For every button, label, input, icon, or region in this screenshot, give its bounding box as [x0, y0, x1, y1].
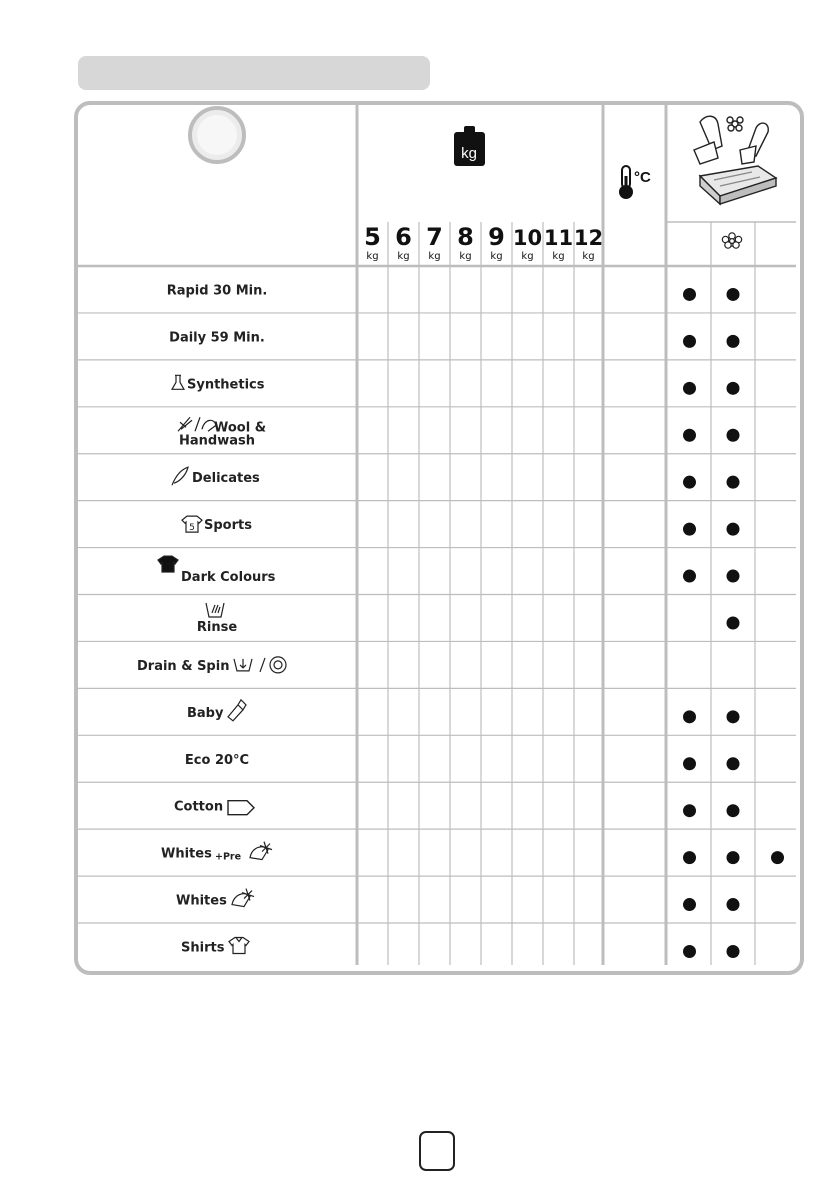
- program-name: Whites: [176, 893, 227, 909]
- feather-icon: [172, 467, 188, 485]
- main-wash-dot: [683, 710, 696, 723]
- main-wash-dot: [683, 335, 696, 348]
- svg-text:5: 5: [189, 523, 195, 534]
- shirt-icon: [229, 937, 249, 953]
- program-row: [172, 467, 260, 486]
- capacity-unit: kg: [521, 251, 534, 262]
- main-wash-dot: [683, 898, 696, 911]
- main-wash-dot: [683, 804, 696, 817]
- synthetics-flask-icon: [172, 375, 184, 389]
- program-name: Delicates: [192, 471, 260, 487]
- softener-dot: [727, 945, 740, 958]
- program-suffix: +Pre: [215, 851, 242, 863]
- sports-shirt-icon: [182, 516, 202, 533]
- main-wash-dot: [683, 476, 696, 489]
- program-row: [158, 556, 276, 585]
- program-row: [182, 516, 252, 533]
- wool-handwash-icon: [178, 417, 216, 431]
- program-row: [176, 889, 254, 909]
- softener-dot: [727, 382, 740, 395]
- program-name: Whites: [161, 846, 212, 862]
- program-row: [197, 603, 237, 635]
- weight-icon-label: kg: [461, 145, 477, 162]
- program-name: Sports: [204, 518, 252, 534]
- flower-icon: [722, 233, 741, 248]
- program-name: Cotton: [174, 799, 224, 815]
- capacity-value: 8: [457, 223, 474, 251]
- capacity-value: 5: [364, 223, 381, 251]
- capacity-value: 9: [488, 223, 505, 251]
- page-number-box: [419, 1131, 455, 1171]
- capacity-unit: kg: [428, 251, 441, 262]
- softener-dot: [727, 288, 740, 301]
- capacity-unit: kg: [552, 251, 565, 262]
- program-row: [187, 700, 246, 721]
- softener-dot: [727, 851, 740, 864]
- cotton-tag-icon: [228, 801, 254, 815]
- program-name: Synthetics: [187, 377, 265, 393]
- program-name: Wool &: [214, 420, 267, 436]
- softener-dot: [727, 804, 740, 817]
- softener-dot: [727, 476, 740, 489]
- main-wash-dot: [683, 523, 696, 536]
- main-wash-dot: [683, 945, 696, 958]
- capacity-value: 6: [395, 223, 412, 251]
- weight-kg-icon: [454, 126, 485, 166]
- softener-dot: [727, 710, 740, 723]
- whites-sparkle-icon: [232, 889, 254, 907]
- capacity-unit: kg: [582, 251, 595, 262]
- program-name: Rapid 30 Min.: [166, 283, 268, 299]
- softener-dot: [727, 616, 740, 629]
- whites-sparkle-icon: [250, 842, 272, 860]
- softener-dot: [727, 898, 740, 911]
- detergent-drawer-icon: [694, 116, 776, 204]
- dark-shirt-icon: [158, 556, 178, 572]
- capacity-value: 11: [543, 226, 574, 250]
- program-name: Rinse: [196, 619, 238, 635]
- capacity-unit: kg: [490, 251, 503, 262]
- program-row: [137, 657, 286, 674]
- softener-dot: [727, 570, 740, 583]
- capacity-value: 12: [573, 226, 604, 250]
- capacity-unit: kg: [366, 251, 379, 262]
- softener-dot: [727, 429, 740, 442]
- prewash-dot: [771, 851, 784, 864]
- baby-bottle-icon: [228, 700, 246, 721]
- program-knob-icon: [190, 108, 244, 162]
- program-name: Daily 59 Min.: [169, 330, 265, 346]
- capacity-value: 7: [426, 223, 443, 251]
- thermometer-icon: [619, 166, 651, 199]
- main-wash-dot: [683, 288, 696, 301]
- program-row: [161, 842, 272, 863]
- program-row: [185, 753, 249, 768]
- capacity-value: 10: [512, 226, 543, 250]
- rinse-tub-icon: [206, 603, 224, 617]
- program-name: Dark Colours: [181, 570, 276, 586]
- capacity-unit: kg: [459, 251, 472, 262]
- program-row: [178, 417, 266, 448]
- program-row: [172, 375, 265, 392]
- program-row: [167, 283, 268, 298]
- program-row: [174, 800, 254, 815]
- temperature-unit: °C: [634, 169, 651, 186]
- program-name: Eco 20°C: [184, 752, 250, 768]
- program-name: Shirts: [181, 940, 225, 956]
- program-name: Baby: [187, 705, 224, 721]
- main-wash-dot: [683, 429, 696, 442]
- program-name: Drain & Spin: [137, 658, 230, 674]
- drain-spin-icon: [234, 657, 286, 673]
- main-wash-dot: [683, 851, 696, 864]
- program-name: Handwash: [179, 433, 255, 449]
- main-wash-dot: [683, 757, 696, 770]
- softener-dot: [727, 757, 740, 770]
- program-row: [181, 937, 249, 955]
- main-wash-dot: [683, 570, 696, 583]
- softener-dot: [727, 523, 740, 536]
- program-row: [169, 330, 265, 345]
- main-wash-dot: [683, 382, 696, 395]
- softener-dot: [727, 335, 740, 348]
- capacity-unit: kg: [397, 251, 410, 262]
